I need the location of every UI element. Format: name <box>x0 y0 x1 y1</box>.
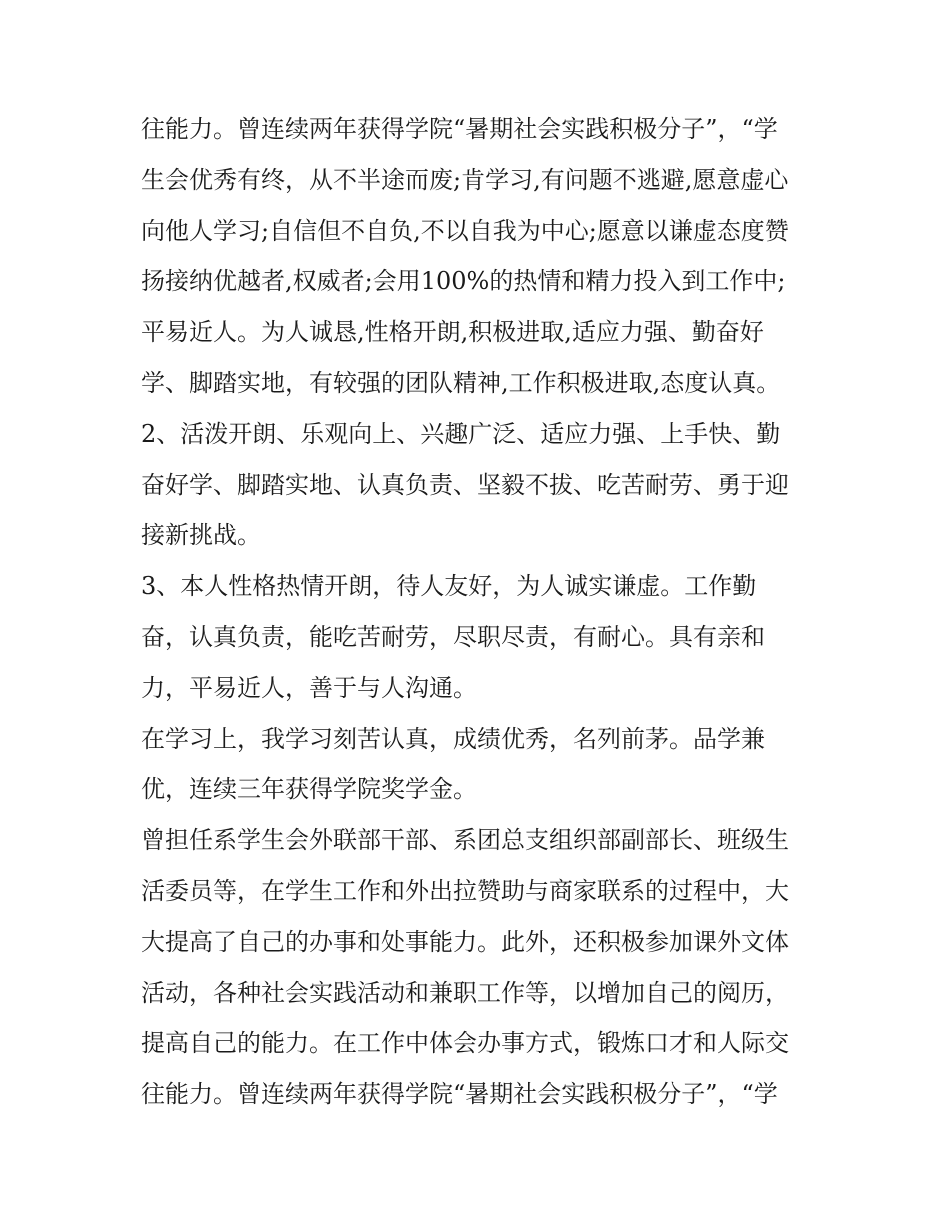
text-line: 奋，认真负责，能吃苦耐劳，尽职尽责，有耐心。具有亲和 <box>141 622 765 651</box>
text-line: 活委员等，在学生工作和外出拉赞助与商家联系的过程中，大 <box>141 876 789 905</box>
text-line: 3、本人性格热情开朗，待人友好，为人诚实谦虚。工作勤 <box>141 572 757 601</box>
text-line: 往能力。曾连续两年获得学院“暑期社会实践积极分子”，“学 <box>141 1080 778 1109</box>
text-line: 提高自己的能力。在工作中体会办事方式，锻炼口才和人际交 <box>141 1029 789 1058</box>
text-line: 向他人学习;自信但不自负,不以自我为中心;愿意以谦虚态度赞 <box>141 216 789 245</box>
text-line: 往能力。曾连续两年获得学院“暑期社会实践积极分子”，“学 <box>141 115 778 143</box>
text-line: 力，平易近人，善于与人沟通。 <box>141 673 477 702</box>
text-line: 曾担任系学生会外联部干部、系团总支组织部副部长、班级生 <box>141 826 789 855</box>
text-line: 接新挑战。 <box>141 521 261 550</box>
text-line: 2、活泼开朗、乐观向上、兴趣广泛、适应力强、上手快、勤 <box>141 419 781 448</box>
text-line: 扬接纳优越者,权威者;会用100%的热情和精力投入到工作中; <box>141 267 786 296</box>
text-line: 在学习上，我学习刻苦认真，成绩优秀，名列前茅。品学兼 <box>141 724 765 753</box>
text-line: 平易近人。为人诚恳,性格开朗,积极进取,适应力强、勤奋好 <box>141 318 764 347</box>
text-line: 奋好学、脚踏实地、认真负责、坚毅不拔、吃苦耐劳、勇于迎 <box>141 470 789 499</box>
text-line: 生会优秀有终，从不半途而废;肯学习,有问题不逃避,愿意虚心 <box>141 165 789 194</box>
text-line: 大提高了自己的办事和处事能力。此外，还积极参加课外文体 <box>141 927 789 956</box>
document-body-text <box>141 104 831 1120</box>
text-line: 活动，各种社会实践活动和兼职工作等，以增加自己的阅历， <box>141 978 789 1007</box>
text-line: 优，连续三年获得学院奖学金。 <box>141 775 477 804</box>
text-line: 学、脚踏实地，有较强的团队精神,工作积极进取,态度认真。 <box>141 368 781 397</box>
